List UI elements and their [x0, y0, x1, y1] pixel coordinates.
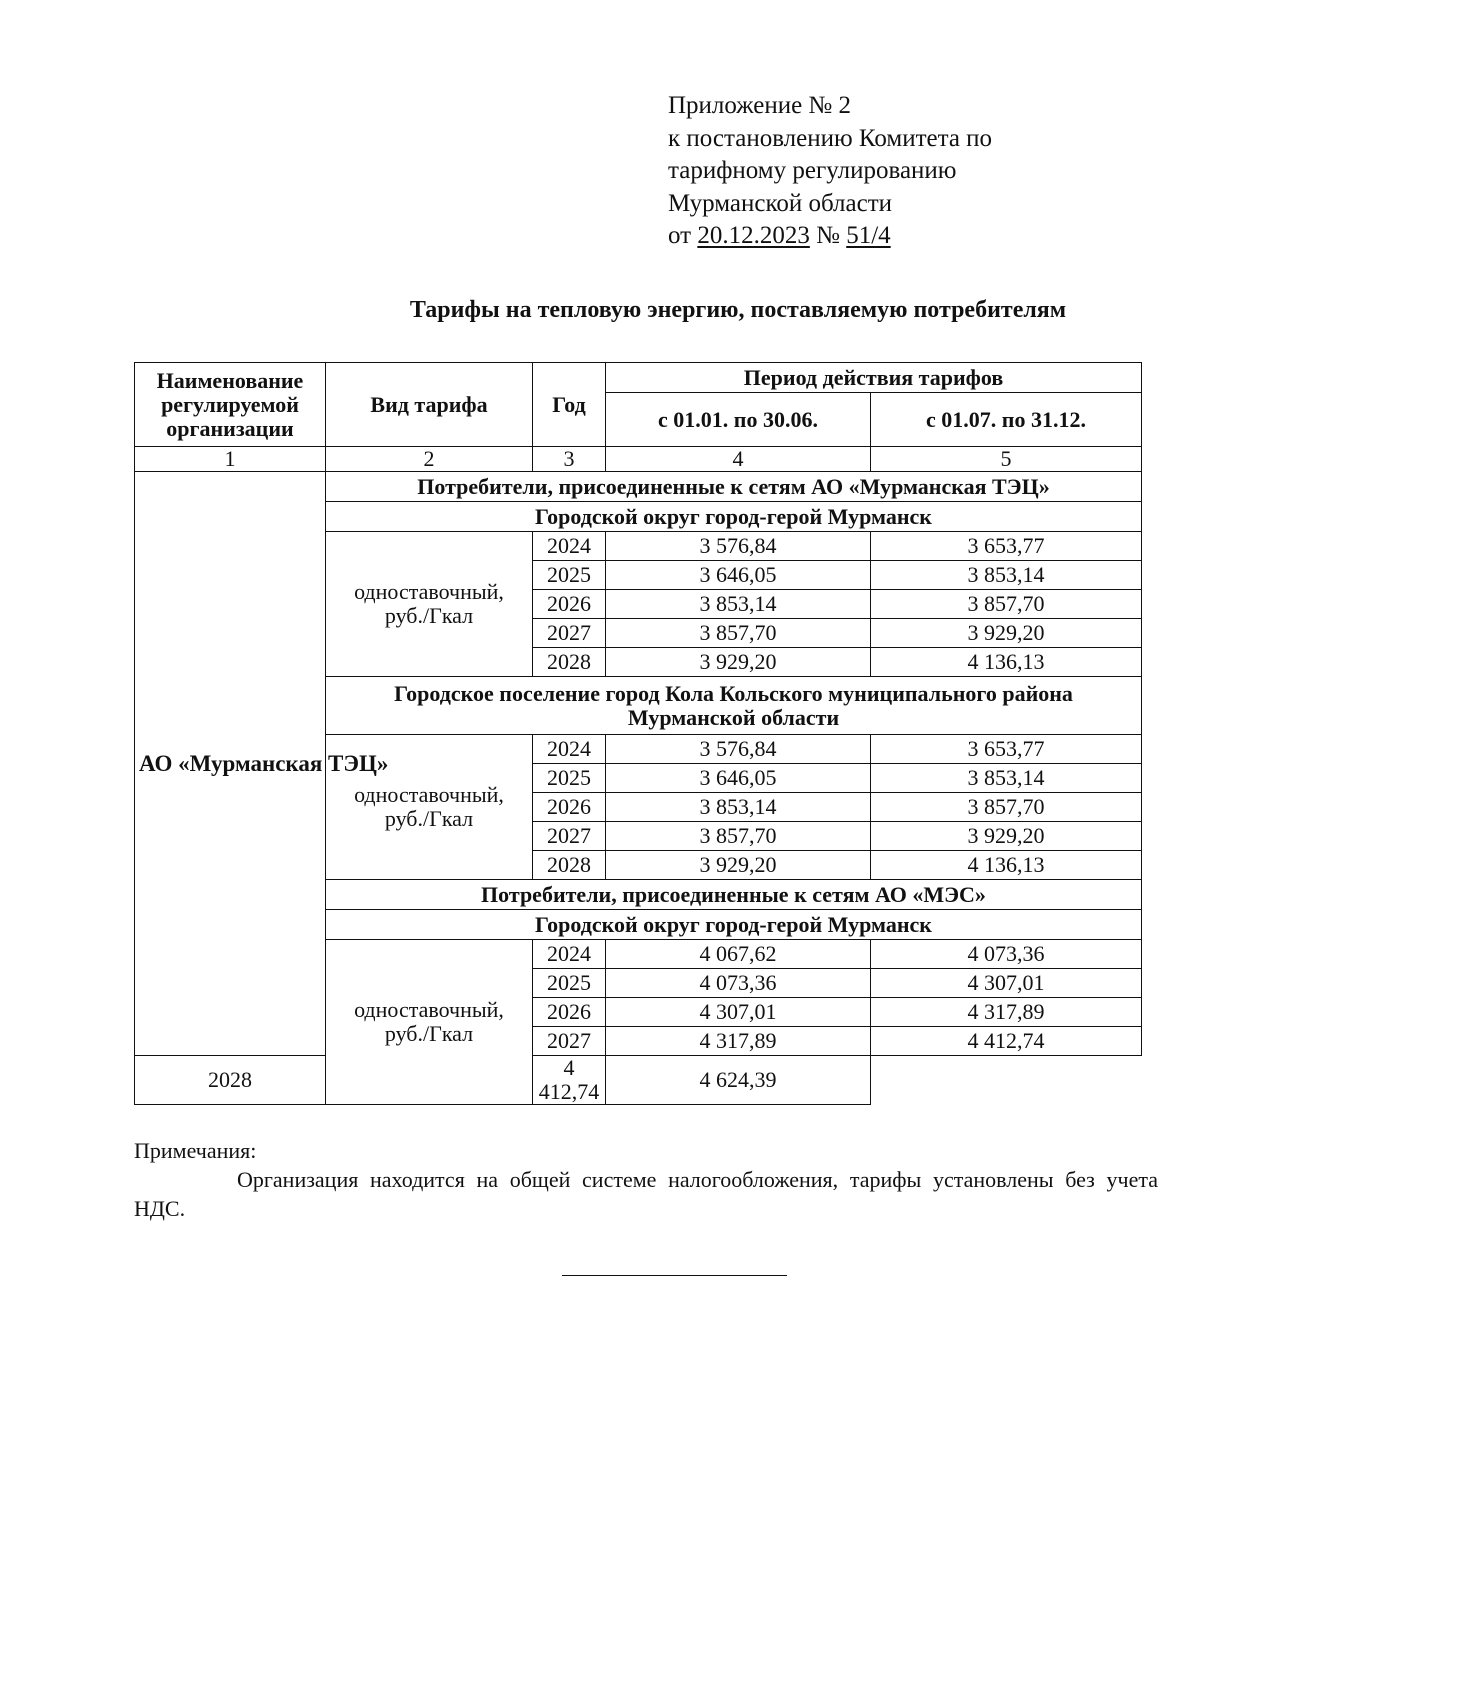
year-cell: 2026 — [533, 793, 606, 822]
year-cell: 2024 — [533, 735, 606, 764]
tariff-period-2: 3 653,77 — [871, 532, 1142, 561]
tariff-period-2: 3 853,14 — [871, 561, 1142, 590]
tariff-period-1: 4 307,01 — [606, 998, 871, 1027]
section-territory: Городской округ город-герой Мурманск — [326, 502, 1142, 532]
tariff-period-2: 4 073,36 — [871, 940, 1142, 969]
appendix-line-2: к постановлению Комитета по — [668, 124, 993, 152]
table-row — [135, 1056, 1142, 1105]
header-year: Год — [533, 363, 606, 447]
tariff-period-1: 3 929,20 — [606, 648, 871, 677]
year-cell: 2024 — [533, 940, 606, 969]
tariff-period-1: 3 576,84 — [606, 735, 871, 764]
year-cell: 2025 — [533, 969, 606, 998]
tariff-period-1: 3 853,14 — [606, 590, 871, 619]
notes-block — [134, 1136, 1158, 1223]
number-prefix: № — [809, 222, 847, 249]
decree-number: 51/4 — [846, 222, 891, 249]
column-number: 3 — [533, 447, 606, 472]
column-number: 4 — [606, 447, 871, 472]
tariff-period-2: 3 853,14 — [871, 764, 1142, 793]
date-prefix: от — [668, 222, 698, 249]
section-territory: Городской округ город-герой Мурманск — [326, 910, 1142, 940]
tariff-type: одноставочный, руб./Гкал — [326, 940, 533, 1105]
tariff-period-2: 4 624,39 — [606, 1056, 871, 1105]
tariff-period-1: 4 317,89 — [606, 1027, 871, 1056]
tariff-period-1: 3 853,14 — [606, 793, 871, 822]
year-cell: 2025 — [533, 764, 606, 793]
header-period: Период действия тарифов — [606, 363, 1142, 393]
tariff-period-2: 3 929,20 — [871, 619, 1142, 648]
tariff-period-1: 3 576,84 — [606, 532, 871, 561]
appendix-line-1: Приложение № 2 — [668, 92, 852, 119]
tariff-period-1: 4 073,36 — [606, 969, 871, 998]
closing-rule — [562, 1275, 787, 1276]
tariff-period-2: 3 857,70 — [871, 793, 1142, 822]
organization-name: АО «Мурманская ТЭЦ» — [135, 472, 326, 1056]
header-row-1 — [135, 363, 1142, 393]
tariff-period-2: 4 317,89 — [871, 998, 1142, 1027]
tariff-period-2: 4 412,74 — [871, 1027, 1142, 1056]
tariff-period-2: 3 653,77 — [871, 735, 1142, 764]
tariff-period-2: 3 857,70 — [871, 590, 1142, 619]
tariff-period-2: 4 136,13 — [871, 851, 1142, 880]
header-org: Наименование регулируемой организации — [135, 363, 326, 447]
column-number: 1 — [135, 447, 326, 472]
tariff-period-1: 3 929,20 — [606, 851, 871, 880]
year-cell: 2027 — [533, 822, 606, 851]
tariff-period-2: 4 307,01 — [871, 969, 1142, 998]
appendix-block — [668, 90, 992, 253]
year-cell: 2026 — [533, 590, 606, 619]
year-cell: 2027 — [533, 1027, 606, 1056]
tariff-type: одноставочный, руб./Гкал — [326, 735, 533, 880]
tariff-period-1: 3 857,70 — [606, 619, 871, 648]
year-cell: 2028 — [533, 851, 606, 880]
header-period-2: с 01.07. по 31.12. — [871, 393, 1142, 447]
year-cell: 2028 — [135, 1056, 326, 1105]
tariff-type: одноставочный, руб./Гкал — [326, 532, 533, 677]
page-title: Тарифы на тепловую энергию, поставляемую потребителям — [409, 297, 1067, 323]
header-period-1: с 01.01. по 30.06. — [606, 393, 871, 447]
year-cell: 2024 — [533, 532, 606, 561]
appendix-line-4: Мурманской области — [668, 189, 893, 217]
year-cell: 2027 — [533, 619, 606, 648]
decree-date: 20.12.2023 — [697, 222, 810, 249]
column-number: 5 — [871, 447, 1142, 472]
tariff-period-1: 4 067,62 — [606, 940, 871, 969]
notes-text: Организация находится на общей системе налогообложения, тарифы установлены без учета НДС. — [134, 1167, 1158, 1221]
section-territory: Городское поселение город Кола Кольского муниципального района Мурманской области — [326, 677, 1142, 735]
header-tariff-type: Вид тарифа — [326, 363, 533, 447]
column-numbers-row — [135, 447, 1142, 472]
tariffs-table — [134, 362, 1142, 1105]
tariff-period-1: 3 646,05 — [606, 561, 871, 590]
tariff-period-2: 3 929,20 — [871, 822, 1142, 851]
tariff-period-1: 3 857,70 — [606, 822, 871, 851]
notes-heading: Примечания: — [134, 1138, 257, 1163]
section-consumers: Потребители, присоединенные к сетям АО «Мурманская ТЭЦ» — [326, 472, 1142, 502]
section-consumers-row — [135, 472, 1142, 502]
appendix-date-line — [668, 220, 992, 253]
year-cell: 2025 — [533, 561, 606, 590]
tariff-period-2: 4 136,13 — [871, 648, 1142, 677]
tariff-period-1: 3 646,05 — [606, 764, 871, 793]
year-cell: 2028 — [533, 648, 606, 677]
section-consumers: Потребители, присоединенные к сетям АО «МЭС» — [326, 880, 1142, 910]
year-cell: 2026 — [533, 998, 606, 1027]
appendix-line-3: тарифному регулированию — [668, 157, 957, 184]
tariff-period-1: 4 412,74 — [533, 1056, 606, 1105]
column-number: 2 — [326, 447, 533, 472]
